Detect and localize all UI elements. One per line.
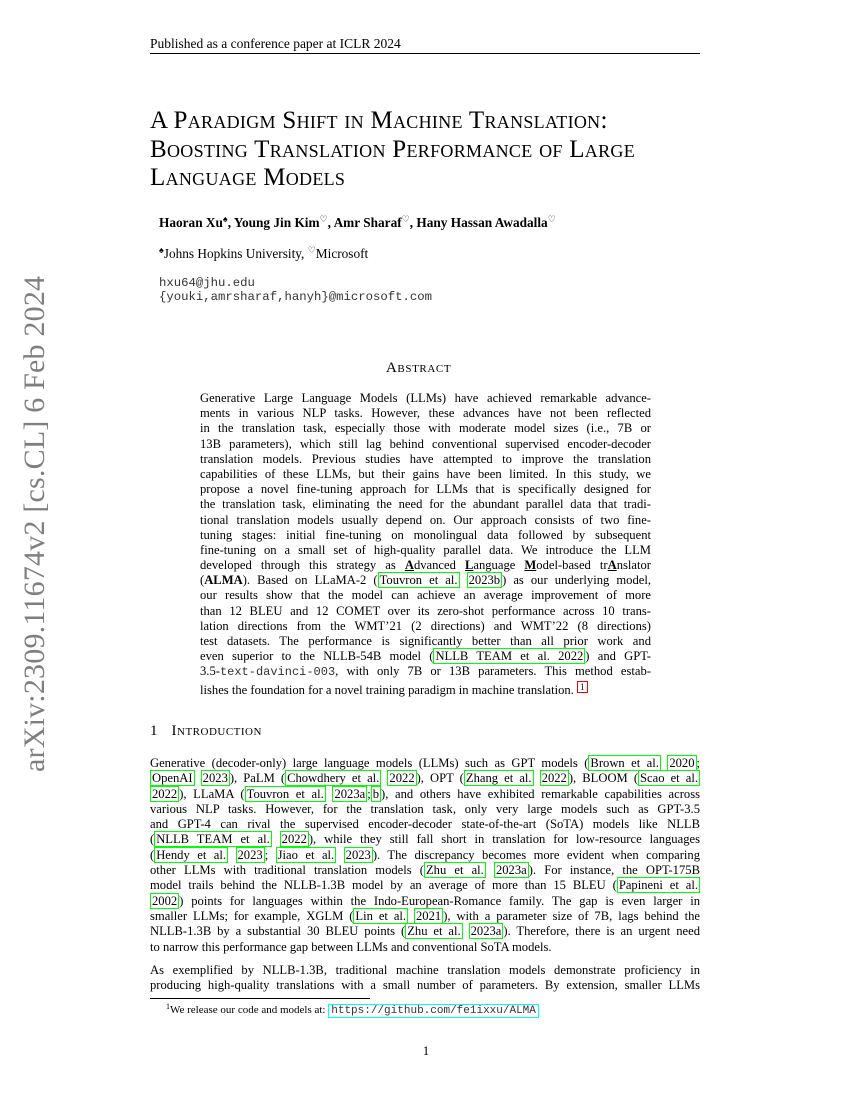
text: ), OPT ( <box>416 771 464 786</box>
text: ), while they still fall short in translation for low-resource languages <box>308 832 700 847</box>
abstract-line: tional translation models usually depend on. Our approach consists of two fine- <box>200 512 651 527</box>
text: ( <box>150 832 155 847</box>
text: ), PaLM ( <box>229 771 286 786</box>
citation-link[interactable]: 2022 <box>152 786 178 801</box>
text: ), and others have exhibited remarkable capabilities across <box>381 786 701 801</box>
acronym-letter: L <box>464 558 474 573</box>
footnote-mark: 1 <box>166 1002 170 1011</box>
citation-link[interactable]: 2002 <box>152 893 178 908</box>
arxiv-stamp: arXiv:2309.11674v2 [cs.CL] 6 Feb 2024 <box>18 275 51 772</box>
abstract-line: capabilities of these LLMs, but their gains have been limited. In this study, we <box>200 466 651 481</box>
affiliation-microsoft: Microsoft <box>315 246 369 261</box>
citation-link[interactable]: 2023b <box>468 573 501 588</box>
body-line: 2022 ), LLaMA ( Touvron et al. 2023a ; b ), and others have exhibited remarkable capabilities across <box>152 786 701 801</box>
acronym-letter: M <box>524 558 537 573</box>
abstract-line: fine-tuning on a small set of high-quality parallel data. We introduce the LLM <box>200 542 651 557</box>
footnote-rule <box>150 998 370 999</box>
citation-link[interactable]: Zhu et al. <box>407 924 461 939</box>
paper-title <box>150 107 702 193</box>
author-name: Young Jin Kim <box>233 215 320 230</box>
acronym-letter: A <box>404 558 414 573</box>
text: ( <box>150 847 155 862</box>
email-jhu: hxu64@jhu.edu <box>159 276 255 290</box>
text: smaller LLMs; for example, XGLM ( <box>150 908 354 923</box>
heart-icon: ♡ <box>319 214 328 224</box>
model-id: text-davinci-003 <box>219 665 336 680</box>
text: , with only 7B or 13B parameters. This method estab- <box>335 664 651 679</box>
github-link[interactable]: https://github.com/fe1ixxu/ALMA <box>328 1004 539 1018</box>
text: ) as our underlying model, <box>502 573 651 588</box>
citation-link[interactable]: Brown et al. <box>590 756 659 770</box>
page-number: 1 <box>422 1043 430 1058</box>
abstract-line: test datasets. The performance is significantly better than all prior work and <box>200 634 651 648</box>
footnote <box>166 1002 539 1017</box>
abstract-body <box>200 391 651 695</box>
text: odel-based tr <box>536 558 608 573</box>
running-header: Published as a conference paper at ICLR 2024 <box>150 36 401 51</box>
heart-icon: ♡ <box>547 214 556 224</box>
text: NLLB-1.3B by a substantial 30 BLEU points ( <box>150 924 406 939</box>
section-title: Introduction <box>171 723 262 739</box>
body-line <box>150 863 700 878</box>
title-line: Boosting Translation Performance of Large <box>150 135 635 163</box>
title-line: A Paradigm Shift in Machine Translation: <box>150 107 608 134</box>
footnote-link[interactable]: 1 <box>577 681 588 693</box>
text: other LLMs with traditional translation models ( <box>150 863 424 878</box>
abstract-line: tuning stages: initial fine-tuning on monolingual data followed by subsequent <box>200 527 651 542</box>
abstract-line: lation directions from the WMT’21 (2 directions) and WMT’22 (8 directions) <box>200 618 651 633</box>
text: lishes the foundation for a novel training paradigm in machine translation. <box>200 682 574 697</box>
section-heading <box>150 723 262 740</box>
citation-link[interactable]: OpenAI <box>152 771 193 786</box>
text: 3.5- <box>200 664 220 679</box>
intro-paragraph-2 <box>150 963 700 994</box>
abstract-line: translation models. Previous studies have attempted to improve the translation <box>200 451 651 466</box>
section-number: 1 <box>150 723 158 739</box>
title-line: Language Models <box>150 164 346 191</box>
abstract-line: the translation task, eliminating the need for the abundant parallel data that tradi- <box>200 497 651 512</box>
abstract-line: ments in various NLP tasks. However, these advances have not been reflected <box>200 406 651 421</box>
affiliations <box>159 245 368 262</box>
body-line: As exemplified by NLLB-1.3B, traditional machine translation models demonstrate proficiency in <box>150 963 700 977</box>
body-line: producing high-quality translations with a small number of parameters. By extension, smaller LLMs <box>150 978 700 993</box>
email-microsoft: {youki,amrsharaf,hanyh}@microsoft.com <box>159 290 433 304</box>
citation-link[interactable]: NLLB TEAM et al. 2022 <box>435 649 584 664</box>
text: developed through this strategy as <box>200 558 405 573</box>
citation-link[interactable]: b <box>372 786 380 801</box>
body-line: and GPT-4 can rival the supervised encoder-decoder state-of-the-art (SoTA) models like NLLB <box>150 817 700 832</box>
text: nslator <box>616 558 651 573</box>
text: ). Therefore, there is an urgent need <box>503 924 701 939</box>
body-line: various NLP tasks. However, for the translation task, only very large models such as GPT-3.5 <box>150 801 700 816</box>
text: Generative (decoder-only) large language models (LLMs) such as GPT models ( <box>150 756 589 770</box>
citation-link[interactable]: Touvron et al. <box>246 786 324 801</box>
text: ), with a parameter size of 7B, lags behind the <box>443 908 700 923</box>
citation-link[interactable]: Touvron et al. <box>379 573 458 588</box>
text: model trails behind the NLLB-1.3B model by an average of more than 15 BLEU ( <box>150 878 617 893</box>
abstract-heading: Abstract <box>386 360 452 376</box>
body-line: ( Hendy et al. 2023 ; Jiao et al. 2023 ). The discrepancy becomes more evident when comparing <box>150 847 701 862</box>
citation-link[interactable]: Zhu et al. <box>425 863 484 878</box>
citation-link[interactable]: Jiao et al. <box>277 847 335 862</box>
abstract-line <box>200 680 651 695</box>
author-name: Haoran Xu <box>159 215 223 230</box>
abstract-line: Generative Large Language Models (LLMs) have achieved remarkable advance- <box>200 391 651 405</box>
abstract-line: our results show that the model can achieve an average improvement of more <box>200 588 651 603</box>
citation-link[interactable]: 2021 <box>416 908 442 923</box>
abstract-line <box>200 558 651 573</box>
body-line <box>150 894 700 909</box>
citation-link[interactable]: 2023 <box>345 847 371 862</box>
text: anguage <box>473 558 525 573</box>
body-line: Generative (decoder-only) large language models (LLMs) such as GPT models ( Brown et al. 2020 ; <box>150 756 701 770</box>
text: ). For instance, the OPT-175B <box>528 863 700 878</box>
citation-link[interactable]: 2023a <box>470 924 502 939</box>
body-line: to narrow this performance gap between LLMs and conventional SoTA models. <box>150 939 552 954</box>
affiliation-jhu: Johns Hopkins University, <box>163 246 308 261</box>
footnote-text: We release our code and models at: <box>170 1004 329 1016</box>
citation-link[interactable]: 2022 <box>281 832 307 847</box>
citation-link[interactable]: 2023 <box>237 847 263 862</box>
heart-icon: ♡ <box>307 245 316 255</box>
author-name: Hany Hassan Awadalla <box>416 215 548 230</box>
body-line <box>150 771 700 786</box>
text: ), BLOOM ( <box>568 771 639 786</box>
citation-link[interactable]: 2023a <box>495 863 527 878</box>
citation-link[interactable]: Papineni et al. <box>618 878 698 893</box>
body-line <box>150 924 700 939</box>
citation-link[interactable]: 2023 <box>202 771 228 786</box>
citation-link[interactable]: Scao et al. <box>640 771 699 786</box>
abstract-line: 13B parameters), which still lag behind conventional supervised encoder-decoder <box>200 436 651 451</box>
citation-link[interactable]: 2023a <box>334 786 366 801</box>
abstract-line: in the translation task, especially those with moderate model sizes (i.e., 7B or <box>200 421 651 436</box>
abstract-line <box>200 573 651 588</box>
spade-icon: ♠ <box>222 214 228 224</box>
citation-link[interactable]: 2022 <box>541 771 567 786</box>
header-rule <box>150 53 700 54</box>
author-list: Haoran Xu♠, Young Jin Kim♡, Amr Sharaf♡, Hany Hassan Awadalla♡ <box>159 214 556 230</box>
citation-link[interactable]: Chowdhery et al. <box>287 771 380 786</box>
abstract-line <box>200 664 651 679</box>
text: ) points for languages within the Indo-European-Romance family. The gap is even larger in <box>179 893 700 908</box>
citation-link[interactable]: 2022 <box>389 771 415 786</box>
text: ) and GPT- <box>585 649 651 664</box>
abstract-line: than 12 BLEU and 12 COMET over its zero-shot performance across 10 trans- <box>200 603 651 618</box>
spade-icon: ♠ <box>159 245 164 255</box>
citation-link[interactable]: 2020 <box>669 756 695 770</box>
abstract-line: propose a novel fine-tuning approach for LLMs that is specifically designed for <box>200 482 651 497</box>
text: ), LLaMA ( <box>179 786 245 801</box>
text: ( <box>200 573 205 588</box>
intro-paragraph <box>150 756 700 955</box>
citation-link[interactable]: Zhang et al. <box>465 771 532 786</box>
citation-link[interactable]: NLLB TEAM et al. <box>156 832 270 847</box>
body-line <box>150 909 700 924</box>
author-name: Amr Sharaf <box>333 215 402 230</box>
text: even superior to the NLLB-54B model ( <box>200 649 434 664</box>
body-line <box>150 832 700 847</box>
text: dvanced <box>413 558 465 573</box>
text: ). Based on LLaMA-2 ( <box>242 573 378 588</box>
body-line <box>150 878 700 893</box>
citation-link[interactable]: Hendy et al. <box>156 847 227 862</box>
citation-link[interactable]: Lin et al. <box>355 908 407 923</box>
text: ). The discrepancy becomes more evident when comparing <box>372 847 701 862</box>
heart-icon: ♡ <box>401 214 410 224</box>
abstract-line <box>200 649 651 664</box>
acronym-letter: A <box>607 558 617 573</box>
model-name: ALMA <box>204 573 243 588</box>
